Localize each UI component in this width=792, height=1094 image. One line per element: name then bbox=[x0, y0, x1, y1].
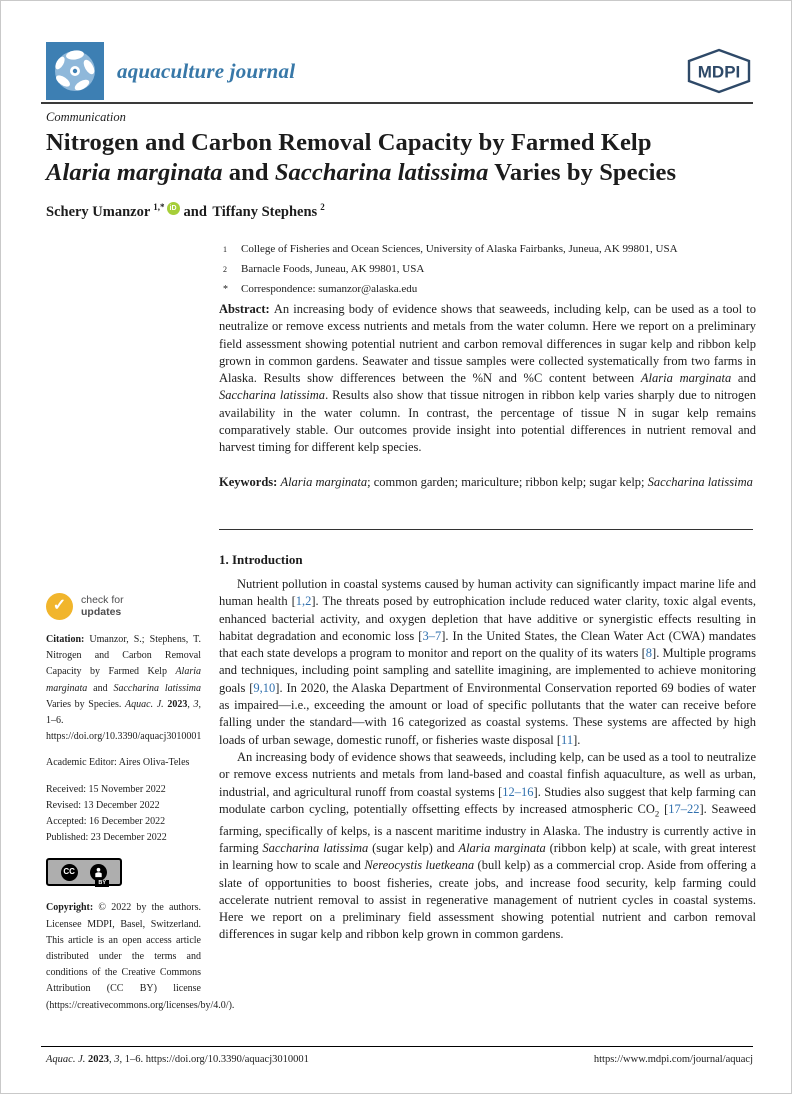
correspondence-marker: * bbox=[223, 283, 228, 295]
author-2-name: Tiffany Stephens bbox=[212, 203, 318, 220]
footer-journal-url[interactable]: https://www.mdpi.com/journal/aquacj bbox=[593, 1054, 753, 1065]
keywords-divider bbox=[219, 529, 753, 530]
affiliation-row bbox=[223, 262, 753, 282]
citation-text: Citation: Umanzor, S.; Stephens, T. Nitrogen and Carbon Removal Capacity by Farmed Kelp Alaria marginata and Saccharina latissima Varies by Species. Aquac. J. 2023, 3, 1–6. https://doi.org/10.3390/aquacj3010001 bbox=[46, 634, 202, 743]
journal-logo-icon[interactable] bbox=[46, 42, 104, 100]
introduction-section bbox=[219, 552, 756, 944]
author-1-name: Schery Umanzor bbox=[46, 203, 151, 220]
mdpi-logo[interactable] bbox=[687, 48, 751, 94]
affiliation-row bbox=[223, 242, 753, 262]
inline-link[interactable]: 1,2 bbox=[295, 594, 312, 609]
author-1-marker: 1,* bbox=[153, 202, 165, 212]
inline-link[interactable]: https://doi.org/10.3390/aquacj3010001 bbox=[145, 1054, 309, 1065]
inline-link[interactable]: 17–22 bbox=[668, 801, 700, 816]
correspondence-text: Correspondence: sumanzor@alaska.edu bbox=[241, 282, 418, 295]
authors-line bbox=[46, 202, 754, 221]
academic-editor-text: Academic Editor: Aires Oliva-Teles bbox=[46, 757, 190, 769]
article-title: Nitrogen and Carbon Removal Capacity by Farmed Kelp Alaria marginata and Saccharina latissima Varies by Species bbox=[46, 129, 677, 186]
cc-icon: CC bbox=[61, 864, 78, 881]
authors-connector: and bbox=[183, 203, 207, 220]
attribution-person-icon bbox=[90, 864, 107, 881]
copyright-text: Copyright: © 2022 by the authors. Licensee MDPI, Basel, Switzerland. This article is an open access article distributed under the terms and conditions of the Creative Commons Attribution (CC BY) license (https://creativecommons.org/licenses/by/4.0/). bbox=[46, 902, 235, 1011]
header-divider bbox=[41, 102, 753, 104]
article-type-label: Communication bbox=[46, 110, 126, 124]
article-head bbox=[46, 110, 754, 221]
check-for-updates-button[interactable] bbox=[46, 593, 201, 620]
inline-link[interactable]: 11 bbox=[561, 732, 574, 747]
inline-link[interactable]: 3–7 bbox=[422, 628, 442, 643]
received-date: Received: 15 November 2022 bbox=[46, 783, 166, 795]
author-2-marker: 2 bbox=[320, 202, 325, 212]
intro-paragraph-2: An increasing body of evidence shows that seaweeds, including kelp, can be used as a tool to neutralize or remove excess nutrients and metals from land-based and coastal finfish aquaculture, as well as urban, industrial, and agricultural runoff from coastal systems [12–16]. Studies also suggest that kelp farming can modulate carbon cycling, potentially offsetting effects by increased atmospheric $CO_2$ [17–22]. Seaweed farming, specifically of kelps, is a nascent maritime industry in Alaska. The industry is currently active in farming Saccharina latissima (sugar kelp) and Alaria marginata (ribbon kelp) at scale, with great interest in learning how to scale and Nereocystis luetkeana (bull kelp) as a commercial crop. Aside from offering a slate of opportunities to boost fisheries, create jobs, and increase food security, kelp farming could accelerate nutrient removal to assist in regenerative management of nutrient cycles in coastal systems. Here we report on a preliminary field assessment showing potential nutrient and carbon removal differences in sugar kelp and ribbon kelp grown in common gardens. bbox=[219, 749, 756, 942]
checkmark-icon: ✓ bbox=[46, 593, 73, 620]
journal-name: aquaculture journal bbox=[117, 58, 296, 83]
section-heading: 1. Introduction bbox=[219, 552, 303, 567]
accepted-date: Accepted: 16 December 2022 bbox=[46, 816, 166, 828]
cc-by-license-badge[interactable] bbox=[46, 858, 122, 886]
page-footer bbox=[46, 1054, 753, 1065]
inline-link[interactable]: 12–16 bbox=[502, 784, 534, 799]
affiliation-text: Barnacle Foods, Juneau, AK 99801, USA bbox=[241, 262, 425, 275]
affiliations bbox=[223, 242, 753, 297]
globe-sea-creatures-icon bbox=[51, 47, 99, 95]
inline-link[interactable]: https://doi.org/10.3390/aquacj3010001 bbox=[46, 731, 202, 743]
footer-divider bbox=[41, 1046, 753, 1047]
orcid-icon[interactable]: iD bbox=[167, 202, 180, 215]
article-meta-sidebar bbox=[46, 593, 235, 1014]
intro-paragraph-1: Nutrient pollution in coastal systems caused by human activity can significantly impact marine life and human health [1,2]. The threats posed by eutrophication include reduced water clarity, toxic algal events, enhanced bacterial activity, and oxygen depletion that have additive or synergistic effects resulting in habitat degradation and economic loss [3–7]. In the United States, the Clean Water Act (CWA) mandates that each state develops a program to monitor and report on the quality of its waters [8]. Multiple programs and techniques, including point sampling and satellite imagining, are implemented to achieve monitoring goals [9,10]. In 2020, the Alaska Department of Environmental Conservation reported 69 bodies of water as impaired—i.e., exceeding the amount or load of specific pollutants that the water can receive before falling under the standard—with 16 categorized as coastal systems. These systems are affected by high loads of urban sewage, domestic runoff, or fisheries waste disposal [11]. bbox=[219, 577, 756, 747]
abstract-paragraph: Abstract: An increasing body of evidence shows that seaweeds, including kelp, can be used as a tool to neutralize or remove excess nutrients and metals from the water column. Here we report on a preliminary field assessment showing potential nutrient and carbon removal differences in sugar kelp and ribbon kelp grown in common gardens. Seawater and tissue samples were collected systematically from two farms in Alaska. Results show differences between the %N and %C content between Alaria marginata and Saccharina latissima. Results also show that tissue nitrogen in ribbon kelp varies sharply due to nitrogen availability in the water column. In contrast, the percentage of tissue N in sugar kelp remains comparatively stable. Our outcomes provide insight into potential differences in nutrient removal and harvest timing for different kelp species. bbox=[219, 302, 756, 455]
published-date: Published: 23 December 2022 bbox=[46, 832, 167, 844]
correspondence-row bbox=[223, 282, 753, 298]
affiliation-text: College of Fisheries and Ocean Sciences, University of Alaska Fairbanks, Juneua, AK 99801, USA bbox=[241, 243, 678, 255]
inline-link[interactable]: https://creativecommons.org/licenses/by/4.0/ bbox=[49, 999, 229, 1011]
revised-date: Revised: 13 December 2022 bbox=[46, 799, 160, 811]
keywords-paragraph: Keywords: Alaria marginata; common garden; mariculture; ribbon kelp; sugar kelp; Saccharina latissima bbox=[219, 475, 753, 489]
inline-link[interactable]: 9,10 bbox=[253, 680, 276, 695]
affiliation-marker: 2 bbox=[223, 264, 227, 274]
by-label: BY bbox=[95, 880, 109, 887]
inline-link[interactable]: 8 bbox=[645, 646, 653, 661]
svg-text:MDPI: MDPI bbox=[697, 62, 741, 82]
inline-link[interactable]: sumanzor@alaska.edu bbox=[318, 282, 418, 295]
footer-citation: Aquac. J. 2023, 3, 1–6. https://doi.org/10.3390/aquacj3010001 bbox=[46, 1054, 309, 1065]
page-header bbox=[46, 41, 751, 101]
check-for-updates-label: check for updates bbox=[81, 594, 124, 618]
affiliation-marker: 1 bbox=[223, 245, 227, 254]
article-dates bbox=[46, 782, 201, 847]
